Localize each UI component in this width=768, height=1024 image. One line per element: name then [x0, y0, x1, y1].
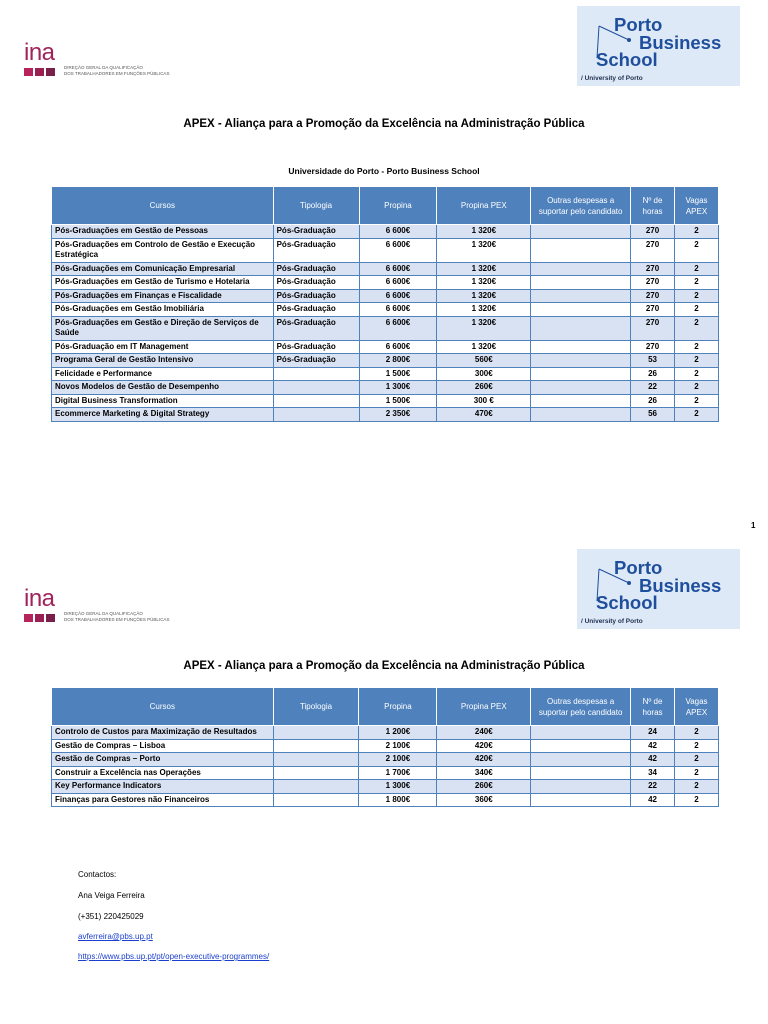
cell-other-costs [531, 276, 631, 290]
cell-type: Pós-Graduação [273, 262, 359, 276]
cell-type: Pós-Graduação [273, 225, 359, 239]
cell-fee-pex: 420€ [437, 739, 531, 753]
cell-course: Pós-Graduações em Finanças e Fiscalidade [52, 289, 274, 303]
pbs-logo-line1: Porto [614, 557, 663, 578]
cell-fee: 1 500€ [359, 367, 437, 381]
pbs-logo-line2: Business [639, 575, 722, 596]
cell-vacancies: 2 [675, 780, 719, 794]
cell-other-costs [531, 340, 631, 354]
cell-vacancies: 2 [675, 340, 719, 354]
cell-fee-pex: 240€ [437, 726, 531, 740]
cell-type [273, 394, 359, 408]
cell-type [273, 753, 359, 767]
ina-logo-squares [24, 614, 55, 622]
cell-other-costs [531, 780, 631, 794]
table-row [52, 394, 719, 408]
cell-vacancies: 2 [675, 766, 719, 780]
header-other-costs: Outras despesas a suportar pelo candidato [531, 187, 631, 225]
cell-vacancies: 2 [675, 303, 719, 317]
header-course: Cursos [52, 187, 274, 225]
cell-fee: 6 600€ [359, 276, 437, 290]
cell-other-costs [531, 726, 631, 740]
cell-course: Pós-Graduações em Gestão e Direção de Serviços de Saúde [52, 316, 274, 340]
ina-logo [24, 39, 184, 82]
cell-vacancies: 2 [675, 793, 719, 807]
table-row [52, 766, 719, 780]
cell-other-costs [531, 753, 631, 767]
cell-vacancies: 2 [675, 238, 719, 262]
cell-course: Pós-Graduações em Comunicação Empresarial [52, 262, 274, 276]
cell-other-costs [531, 289, 631, 303]
contact-name: Ana Veiga Ferreira [78, 891, 145, 900]
cell-course: Gestão de Compras – Porto [52, 753, 274, 767]
page-subtitle: Universidade do Porto - Porto Business School [288, 166, 480, 176]
page-title: APEX - Aliança para a Promoção da Excelência na Administração Pública [183, 118, 585, 130]
cell-course: Controlo de Custos para Maximização de Resultados [52, 726, 274, 740]
table-row [52, 316, 719, 340]
cell-hours: 24 [631, 726, 675, 740]
cell-type: Pós-Graduação [273, 303, 359, 317]
ina-logo-text: ina [24, 585, 55, 612]
header-vacancies: Vagas APEX [675, 187, 719, 225]
cell-fee-pex: 470€ [437, 408, 531, 422]
pbs-logo-university: / University of Porto [581, 75, 643, 82]
cell-fee-pex: 1 320€ [437, 340, 531, 354]
cell-other-costs [531, 394, 631, 408]
header-type: Tipologia [273, 187, 359, 225]
table-row [52, 238, 719, 262]
cell-fee: 1 300€ [359, 381, 437, 395]
cell-fee: 1 700€ [359, 766, 437, 780]
cell-fee: 1 200€ [359, 726, 437, 740]
table-row [52, 367, 719, 381]
cell-other-costs [531, 793, 631, 807]
cell-vacancies: 2 [675, 316, 719, 340]
cell-fee-pex: 1 320€ [437, 238, 531, 262]
cell-course: Gestão de Compras – Lisboa [52, 739, 274, 753]
cell-fee-pex: 340€ [437, 766, 531, 780]
pbs-logo [577, 6, 740, 86]
table-row [52, 340, 719, 354]
cell-fee-pex: 260€ [437, 381, 531, 395]
contacts-heading: Contactos: [78, 870, 117, 879]
cell-type [273, 793, 359, 807]
table-row [52, 780, 719, 794]
cell-type: Pós-Graduação [273, 276, 359, 290]
cell-vacancies: 2 [675, 262, 719, 276]
cell-hours: 270 [631, 340, 675, 354]
header-fee: Propina [359, 688, 437, 726]
cell-vacancies: 2 [675, 367, 719, 381]
cell-fee: 2 350€ [359, 408, 437, 422]
table-row [52, 726, 719, 740]
cell-course: Programa Geral de Gestão Intensivo [52, 354, 274, 368]
courses-table [51, 687, 719, 807]
ina-logo-squares [24, 68, 55, 76]
header-fee-pex: Propina PEX [437, 688, 531, 726]
table-row [52, 225, 719, 239]
page-number: 1 [751, 521, 756, 530]
cell-hours: 22 [631, 780, 675, 794]
cell-type [273, 739, 359, 753]
cell-other-costs [531, 766, 631, 780]
cell-course: Pós-Graduações em Gestão de Turismo e Hotelaria [52, 276, 274, 290]
cell-fee-pex: 300 € [437, 394, 531, 408]
cell-course: Pós-Graduações em Gestão Imobiliária [52, 303, 274, 317]
courses-table [51, 186, 719, 422]
cell-vacancies: 2 [675, 408, 719, 422]
cell-fee: 2 800€ [359, 354, 437, 368]
table-row [52, 303, 719, 317]
cell-other-costs [531, 381, 631, 395]
cell-fee-pex: 260€ [437, 780, 531, 794]
cell-fee: 2 100€ [359, 739, 437, 753]
table-row [52, 289, 719, 303]
cell-fee: 6 600€ [359, 340, 437, 354]
cell-other-costs [531, 225, 631, 239]
cell-other-costs [531, 354, 631, 368]
cell-vacancies: 2 [675, 753, 719, 767]
pbs-logo-line3: School [596, 592, 658, 613]
cell-fee: 6 600€ [359, 303, 437, 317]
cell-type [273, 780, 359, 794]
header-fee: Propina [359, 187, 437, 225]
table-row [52, 276, 719, 290]
cell-course: Construir a Excelência nas Operações [52, 766, 274, 780]
cell-fee: 1 800€ [359, 793, 437, 807]
cell-other-costs [531, 316, 631, 340]
cell-fee: 1 300€ [359, 780, 437, 794]
cell-fee-pex: 360€ [437, 793, 531, 807]
cell-fee-pex: 1 320€ [437, 225, 531, 239]
table-row [52, 408, 719, 422]
cell-hours: 270 [631, 225, 675, 239]
cell-fee: 6 600€ [359, 238, 437, 262]
cell-fee: 6 600€ [359, 289, 437, 303]
cell-type: Pós-Graduação [273, 316, 359, 340]
cell-type: Pós-Graduação [273, 238, 359, 262]
cell-hours: 42 [631, 793, 675, 807]
header-other-costs: Outras despesas a suportar pelo candidato [531, 688, 631, 726]
cell-hours: 42 [631, 753, 675, 767]
cell-vacancies: 2 [675, 739, 719, 753]
cell-hours: 22 [631, 381, 675, 395]
cell-course: Key Performance Indicators [52, 780, 274, 794]
cell-vacancies: 2 [675, 276, 719, 290]
cell-other-costs [531, 262, 631, 276]
cell-hours: 270 [631, 276, 675, 290]
table-header-row [52, 187, 719, 225]
cell-fee: 6 600€ [359, 316, 437, 340]
contact-email-link[interactable]: avferreira@pbs.up.pt [78, 932, 153, 941]
cell-vacancies: 2 [675, 381, 719, 395]
cell-type [273, 766, 359, 780]
pbs-logo-line2: Business [639, 32, 722, 53]
cell-course: Finanças para Gestores não Financeiros [52, 793, 274, 807]
cell-type: Pós-Graduação [273, 289, 359, 303]
table-row [52, 354, 719, 368]
cell-hours: 270 [631, 303, 675, 317]
header-hours: Nº de horas [631, 688, 675, 726]
cell-fee-pex: 1 320€ [437, 303, 531, 317]
cell-fee-pex: 1 320€ [437, 316, 531, 340]
cell-vacancies: 2 [675, 289, 719, 303]
cell-hours: 270 [631, 262, 675, 276]
cell-course: Pós-Graduação em IT Management [52, 340, 274, 354]
cell-hours: 34 [631, 766, 675, 780]
cell-type: Pós-Graduação [273, 340, 359, 354]
cell-fee-pex: 1 320€ [437, 262, 531, 276]
contact-phone: (+351) 220425029 [78, 912, 144, 921]
cell-type [273, 367, 359, 381]
header-type: Tipologia [273, 688, 359, 726]
cell-other-costs [531, 238, 631, 262]
cell-fee: 6 600€ [359, 225, 437, 239]
cell-vacancies: 2 [675, 726, 719, 740]
cell-course: Novos Modelos de Gestão de Desempenho [52, 381, 274, 395]
ina-logo [24, 585, 184, 628]
table-row [52, 739, 719, 753]
contact-website-link[interactable]: https://www.pbs.up.pt/pt/open-executive-programmes/ [78, 952, 270, 961]
ina-logo-subtitle: DIREÇÃO GERAL DA QUALIFICAÇÃO DOS TRABALHADORES EM FUNÇÕES PÚBLICAS [64, 65, 170, 76]
ina-logo-subtitle: DIREÇÃO GERAL DA QUALIFICAÇÃO DOS TRABALHADORES EM FUNÇÕES PÚBLICAS [64, 611, 170, 622]
table-row [52, 381, 719, 395]
cell-fee-pex: 560€ [437, 354, 531, 368]
cell-vacancies: 2 [675, 394, 719, 408]
cell-type [273, 381, 359, 395]
cell-other-costs [531, 739, 631, 753]
cell-fee: 6 600€ [359, 262, 437, 276]
cell-fee: 2 100€ [359, 753, 437, 767]
cell-hours: 42 [631, 739, 675, 753]
cell-other-costs [531, 303, 631, 317]
pbs-logo [577, 549, 740, 629]
cell-hours: 26 [631, 367, 675, 381]
pbs-logo-line1: Porto [614, 14, 663, 35]
header-fee-pex: Propina PEX [437, 187, 531, 225]
cell-hours: 53 [631, 354, 675, 368]
table-header-row [52, 688, 719, 726]
cell-course: Digital Business Transformation [52, 394, 274, 408]
ina-logo-text: ina [24, 39, 55, 66]
cell-course: Felicidade e Performance [52, 367, 274, 381]
cell-hours: 270 [631, 289, 675, 303]
cell-vacancies: 2 [675, 354, 719, 368]
pbs-logo-line3: School [596, 49, 658, 70]
header-vacancies: Vagas APEX [675, 688, 719, 726]
cell-type: Pós-Graduação [273, 354, 359, 368]
cell-course: Pós-Graduações em Gestão de Pessoas [52, 225, 274, 239]
cell-course: Ecommerce Marketing & Digital Strategy [52, 408, 274, 422]
table-row [52, 753, 719, 767]
cell-fee-pex: 1 320€ [437, 289, 531, 303]
cell-fee-pex: 1 320€ [437, 276, 531, 290]
cell-hours: 26 [631, 394, 675, 408]
table-row [52, 793, 719, 807]
cell-other-costs [531, 367, 631, 381]
cell-fee: 1 500€ [359, 394, 437, 408]
header-course: Cursos [52, 688, 274, 726]
cell-course: Pós-Graduações em Controlo de Gestão e Execução Estratégica [52, 238, 274, 262]
cell-hours: 56 [631, 408, 675, 422]
header-hours: Nº de horas [631, 187, 675, 225]
cell-hours: 270 [631, 238, 675, 262]
cell-other-costs [531, 408, 631, 422]
cell-fee-pex: 420€ [437, 753, 531, 767]
table-row [52, 262, 719, 276]
cell-fee-pex: 300€ [437, 367, 531, 381]
cell-type [273, 726, 359, 740]
pbs-logo-university: / University of Porto [581, 618, 643, 625]
cell-vacancies: 2 [675, 225, 719, 239]
cell-type [273, 408, 359, 422]
page-title: APEX - Aliança para a Promoção da Excelência na Administração Pública [183, 660, 585, 672]
cell-hours: 270 [631, 316, 675, 340]
